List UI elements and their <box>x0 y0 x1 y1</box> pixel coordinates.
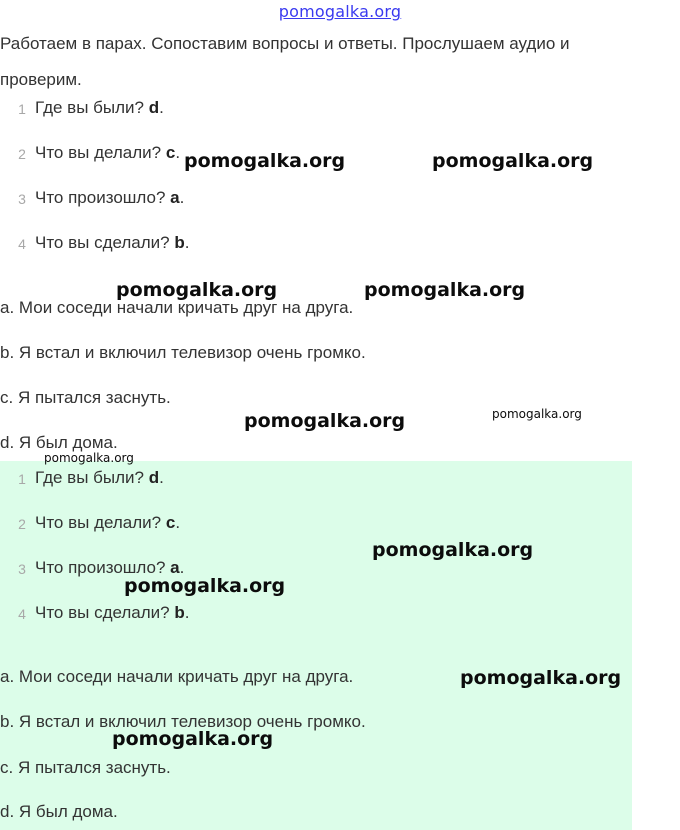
answer-line: c. Я пытался заснуть. <box>0 758 171 777</box>
watermark: pomogalka.org <box>44 451 134 465</box>
watermark: pomogalka.org <box>112 728 274 750</box>
question-number: 1 <box>18 101 26 117</box>
question-number: 2 <box>18 516 26 532</box>
question-text: Что вы сделали? b. <box>35 233 190 252</box>
site-header-link[interactable]: pomogalka.org <box>278 2 402 21</box>
question-text: Где вы были? d. <box>35 98 164 117</box>
watermark: pomogalka.org <box>116 279 278 301</box>
answer-line: a. Мои соседи начали кричать друг на друга. <box>0 667 354 686</box>
question-text: Что вы делали? c. <box>35 513 181 532</box>
question-text: Где вы были? d. <box>35 468 164 487</box>
watermark: pomogalka.org <box>244 410 406 432</box>
answer-line: b. Я встал и включил телевизор очень громко. <box>0 712 366 731</box>
question-text: Что произошло? a. <box>35 558 185 577</box>
watermark: pomogalka.org <box>372 539 534 561</box>
question-text: Что произошло? a. <box>35 188 185 207</box>
answer-line: c. Я пытался заснуть. <box>0 388 171 407</box>
question-number: 1 <box>18 471 26 487</box>
watermark: pomogalka.org <box>364 279 526 301</box>
watermark: pomogalka.org <box>184 150 346 172</box>
question-number: 3 <box>18 561 26 577</box>
question-text: Что вы делали? c. <box>35 143 181 162</box>
answer-line: a. Мои соседи начали кричать друг на друга. <box>0 298 354 317</box>
answer-line: b. Я встал и включил телевизор очень громко. <box>0 343 366 362</box>
watermark: pomogalka.org <box>492 407 582 421</box>
answer-line: d. Я был дома. <box>0 802 118 821</box>
task-instruction: Работаем в парах. Сопоставим вопросы и ответы. Прослушаем аудио и проверим. <box>0 34 570 89</box>
question-number: 4 <box>18 606 26 622</box>
question-number: 2 <box>18 146 26 162</box>
question-number: 3 <box>18 191 26 207</box>
watermark: pomogalka.org <box>124 575 286 597</box>
watermark: pomogalka.org <box>460 667 622 689</box>
watermark: pomogalka.org <box>432 150 594 172</box>
question-number: 4 <box>18 236 26 252</box>
answer-line: d. Я был дома. <box>0 433 118 452</box>
question-text: Что вы сделали? b. <box>35 603 190 622</box>
